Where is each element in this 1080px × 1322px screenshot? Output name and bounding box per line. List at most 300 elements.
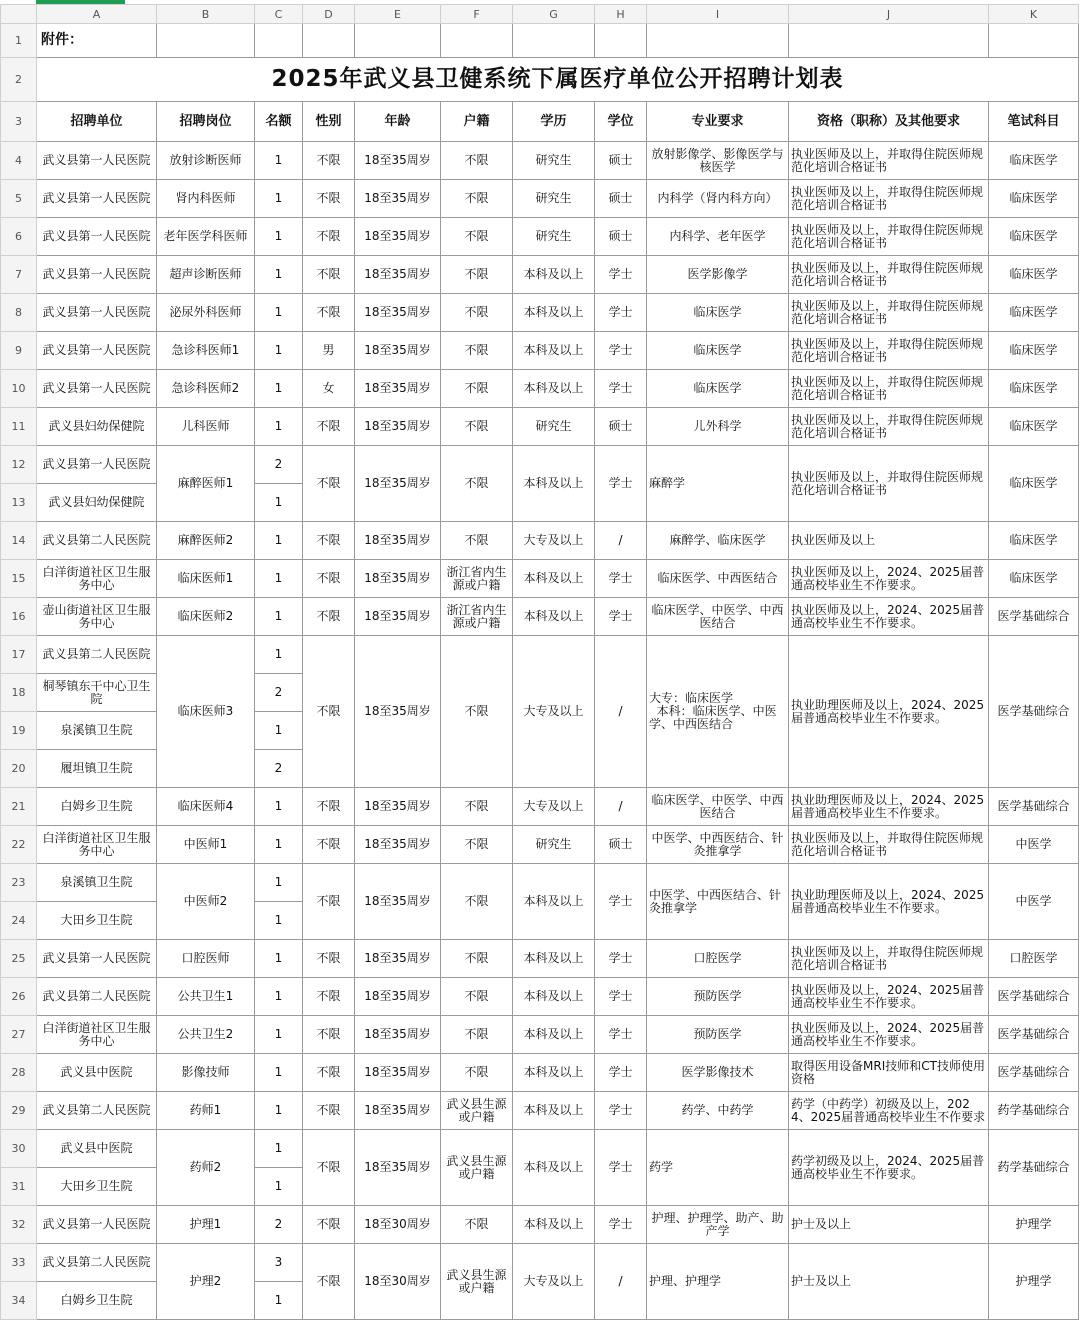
gender-cell[interactable]: 不限 bbox=[303, 180, 355, 218]
unit-cell[interactable]: 武义县第一人民医院 bbox=[37, 142, 157, 180]
unit-cell[interactable]: 武义县第一人民医院 bbox=[37, 180, 157, 218]
gender-cell[interactable]: 不限 bbox=[303, 1206, 355, 1244]
qualification-cell[interactable]: 执业医师及以上 bbox=[789, 522, 989, 560]
row-number[interactable]: 15 bbox=[1, 560, 37, 598]
post-cell[interactable]: 临床医师1 bbox=[157, 560, 255, 598]
post-cell[interactable]: 麻醉医师1 bbox=[157, 446, 255, 522]
degree-cell[interactable]: 学士 bbox=[595, 294, 647, 332]
major-cell[interactable]: 药学 bbox=[647, 1130, 789, 1206]
age-cell[interactable]: 18至35周岁 bbox=[355, 332, 441, 370]
exam-subject-cell[interactable]: 中医学 bbox=[989, 826, 1079, 864]
quota-cell[interactable]: 1 bbox=[255, 864, 303, 902]
row-number[interactable]: 29 bbox=[1, 1092, 37, 1130]
degree-cell[interactable]: 学士 bbox=[595, 978, 647, 1016]
major-cell[interactable]: 药学、中药学 bbox=[647, 1092, 789, 1130]
age-cell[interactable]: 18至35周岁 bbox=[355, 218, 441, 256]
exam-subject-cell[interactable]: 药学基础综合 bbox=[989, 1092, 1079, 1130]
unit-cell[interactable]: 大田乡卫生院 bbox=[37, 902, 157, 940]
column-header[interactable]: I bbox=[647, 5, 789, 24]
qualification-cell[interactable]: 执业助理医师及以上，2024、2025届普通高校毕业生不作要求。 bbox=[789, 864, 989, 940]
education-cell[interactable]: 本科及以上 bbox=[513, 1054, 595, 1092]
row-number[interactable]: 7 bbox=[1, 256, 37, 294]
major-cell[interactable]: 大专：临床医学 本科：临床医学、中医学、中西医结合 bbox=[647, 636, 789, 788]
exam-subject-cell[interactable]: 临床医学 bbox=[989, 446, 1079, 522]
row-number[interactable]: 31 bbox=[1, 1168, 37, 1206]
qualification-cell[interactable]: 执业医师及以上，并取得住院医师规范化培训合格证书 bbox=[789, 408, 989, 446]
hukou-cell[interactable]: 不限 bbox=[441, 636, 513, 788]
unit-cell[interactable]: 壶山街道社区卫生服务中心 bbox=[37, 598, 157, 636]
row-number[interactable]: 21 bbox=[1, 788, 37, 826]
age-cell[interactable]: 18至35周岁 bbox=[355, 864, 441, 940]
unit-cell[interactable]: 白洋街道社区卫生服务中心 bbox=[37, 560, 157, 598]
quota-cell[interactable]: 1 bbox=[255, 294, 303, 332]
column-header[interactable]: B bbox=[157, 5, 255, 24]
quota-cell[interactable]: 1 bbox=[255, 560, 303, 598]
education-cell[interactable]: 本科及以上 bbox=[513, 1016, 595, 1054]
quota-cell[interactable]: 1 bbox=[255, 1016, 303, 1054]
degree-cell[interactable]: / bbox=[595, 636, 647, 788]
exam-subject-cell[interactable]: 临床医学 bbox=[989, 218, 1079, 256]
quota-cell[interactable]: 1 bbox=[255, 788, 303, 826]
age-cell[interactable]: 18至35周岁 bbox=[355, 256, 441, 294]
qualification-cell[interactable]: 执业医师及以上，并取得住院医师规范化培训合格证书 bbox=[789, 256, 989, 294]
major-cell[interactable]: 麻醉学、临床医学 bbox=[647, 522, 789, 560]
education-cell[interactable]: 本科及以上 bbox=[513, 446, 595, 522]
major-cell[interactable]: 临床医学 bbox=[647, 332, 789, 370]
row-number[interactable]: 34 bbox=[1, 1282, 37, 1320]
major-cell[interactable]: 预防医学 bbox=[647, 978, 789, 1016]
hukou-cell[interactable]: 不限 bbox=[441, 1206, 513, 1244]
row-number[interactable]: 10 bbox=[1, 370, 37, 408]
post-cell[interactable]: 临床医师3 bbox=[157, 636, 255, 788]
qualification-cell[interactable]: 执业医师及以上，并取得住院医师规范化培训合格证书 bbox=[789, 218, 989, 256]
exam-subject-cell[interactable]: 护理学 bbox=[989, 1206, 1079, 1244]
education-cell[interactable]: 本科及以上 bbox=[513, 598, 595, 636]
row-number[interactable]: 16 bbox=[1, 598, 37, 636]
age-cell[interactable]: 18至35周岁 bbox=[355, 142, 441, 180]
post-cell[interactable]: 药师2 bbox=[157, 1130, 255, 1206]
row-number[interactable]: 11 bbox=[1, 408, 37, 446]
header-cell[interactable]: 专业要求 bbox=[647, 102, 789, 142]
hukou-cell[interactable]: 浙江省内生源或户籍 bbox=[441, 598, 513, 636]
degree-cell[interactable]: 学士 bbox=[595, 560, 647, 598]
quota-cell[interactable]: 2 bbox=[255, 750, 303, 788]
exam-subject-cell[interactable]: 临床医学 bbox=[989, 560, 1079, 598]
gender-cell[interactable]: 不限 bbox=[303, 1092, 355, 1130]
degree-cell[interactable]: 学士 bbox=[595, 940, 647, 978]
age-cell[interactable]: 18至35周岁 bbox=[355, 598, 441, 636]
exam-subject-cell[interactable]: 临床医学 bbox=[989, 142, 1079, 180]
degree-cell[interactable]: 学士 bbox=[595, 256, 647, 294]
unit-cell[interactable]: 武义县第一人民医院 bbox=[37, 332, 157, 370]
exam-subject-cell[interactable]: 医学基础综合 bbox=[989, 1054, 1079, 1092]
quota-cell[interactable]: 2 bbox=[255, 446, 303, 484]
row-number[interactable]: 20 bbox=[1, 750, 37, 788]
age-cell[interactable]: 18至35周岁 bbox=[355, 940, 441, 978]
major-cell[interactable]: 口腔医学 bbox=[647, 940, 789, 978]
education-cell[interactable]: 大专及以上 bbox=[513, 1244, 595, 1320]
header-cell[interactable]: 学历 bbox=[513, 102, 595, 142]
hukou-cell[interactable]: 不限 bbox=[441, 522, 513, 560]
header-cell[interactable]: 性别 bbox=[303, 102, 355, 142]
hukou-cell[interactable]: 不限 bbox=[441, 978, 513, 1016]
unit-cell[interactable]: 武义县中医院 bbox=[37, 1054, 157, 1092]
qualification-cell[interactable]: 执业医师及以上，2024、2025届普通高校毕业生不作要求。 bbox=[789, 1016, 989, 1054]
education-cell[interactable]: 本科及以上 bbox=[513, 370, 595, 408]
major-cell[interactable]: 护理、护理学、助产、助产学 bbox=[647, 1206, 789, 1244]
quota-cell[interactable]: 1 bbox=[255, 370, 303, 408]
education-cell[interactable]: 大专及以上 bbox=[513, 788, 595, 826]
unit-cell[interactable]: 白洋街道社区卫生服务中心 bbox=[37, 1016, 157, 1054]
degree-cell[interactable]: 学士 bbox=[595, 370, 647, 408]
exam-subject-cell[interactable]: 医学基础综合 bbox=[989, 636, 1079, 788]
quota-cell[interactable]: 1 bbox=[255, 712, 303, 750]
exam-subject-cell[interactable]: 临床医学 bbox=[989, 294, 1079, 332]
column-header[interactable]: A bbox=[37, 5, 157, 24]
major-cell[interactable]: 麻醉学 bbox=[647, 446, 789, 522]
exam-subject-cell[interactable]: 临床医学 bbox=[989, 522, 1079, 560]
row-number[interactable]: 5 bbox=[1, 180, 37, 218]
row-number[interactable]: 6 bbox=[1, 218, 37, 256]
major-cell[interactable]: 临床医学 bbox=[647, 294, 789, 332]
degree-cell[interactable]: 学士 bbox=[595, 598, 647, 636]
row-number[interactable]: 14 bbox=[1, 522, 37, 560]
row-number[interactable]: 28 bbox=[1, 1054, 37, 1092]
education-cell[interactable]: 研究生 bbox=[513, 142, 595, 180]
quota-cell[interactable]: 1 bbox=[255, 1168, 303, 1206]
header-cell[interactable]: 笔试科目 bbox=[989, 102, 1079, 142]
column-header[interactable]: K bbox=[989, 5, 1079, 24]
hukou-cell[interactable]: 不限 bbox=[441, 370, 513, 408]
major-cell[interactable]: 中医学、中西医结合、针灸推拿学 bbox=[647, 826, 789, 864]
quota-cell[interactable]: 1 bbox=[255, 636, 303, 674]
major-cell[interactable]: 儿外科学 bbox=[647, 408, 789, 446]
row-number[interactable]: 33 bbox=[1, 1244, 37, 1282]
qualification-cell[interactable]: 药学初级及以上，2024、2025届普通高校毕业生不作要求。 bbox=[789, 1130, 989, 1206]
hukou-cell[interactable]: 不限 bbox=[441, 180, 513, 218]
row-number[interactable]: 12 bbox=[1, 446, 37, 484]
degree-cell[interactable]: / bbox=[595, 1244, 647, 1320]
quota-cell[interactable]: 1 bbox=[255, 408, 303, 446]
exam-subject-cell[interactable]: 临床医学 bbox=[989, 180, 1079, 218]
major-cell[interactable]: 临床医学 bbox=[647, 370, 789, 408]
row-number[interactable]: 23 bbox=[1, 864, 37, 902]
unit-cell[interactable]: 大田乡卫生院 bbox=[37, 1168, 157, 1206]
unit-cell[interactable]: 武义县第二人民医院 bbox=[37, 978, 157, 1016]
row-number[interactable]: 9 bbox=[1, 332, 37, 370]
gender-cell[interactable]: 不限 bbox=[303, 1244, 355, 1320]
degree-cell[interactable]: 学士 bbox=[595, 446, 647, 522]
gender-cell[interactable]: 不限 bbox=[303, 978, 355, 1016]
age-cell[interactable]: 18至35周岁 bbox=[355, 446, 441, 522]
exam-subject-cell[interactable]: 护理学 bbox=[989, 1244, 1079, 1320]
education-cell[interactable]: 本科及以上 bbox=[513, 294, 595, 332]
education-cell[interactable]: 研究生 bbox=[513, 180, 595, 218]
unit-cell[interactable]: 武义县第一人民医院 bbox=[37, 256, 157, 294]
post-cell[interactable]: 中医师2 bbox=[157, 864, 255, 940]
major-cell[interactable]: 医学影像技术 bbox=[647, 1054, 789, 1092]
age-cell[interactable]: 18至30周岁 bbox=[355, 1244, 441, 1320]
degree-cell[interactable]: 学士 bbox=[595, 1016, 647, 1054]
post-cell[interactable]: 老年医学科医师 bbox=[157, 218, 255, 256]
hukou-cell[interactable]: 不限 bbox=[441, 788, 513, 826]
exam-subject-cell[interactable]: 临床医学 bbox=[989, 408, 1079, 446]
unit-cell[interactable]: 武义县第一人民医院 bbox=[37, 940, 157, 978]
post-cell[interactable]: 影像技师 bbox=[157, 1054, 255, 1092]
attachment-label[interactable]: 附件： bbox=[37, 24, 157, 58]
education-cell[interactable]: 大专及以上 bbox=[513, 522, 595, 560]
qualification-cell[interactable]: 执业医师及以上，并取得住院医师规范化培训合格证书 bbox=[789, 940, 989, 978]
unit-cell[interactable]: 武义县第一人民医院 bbox=[37, 370, 157, 408]
education-cell[interactable]: 研究生 bbox=[513, 218, 595, 256]
exam-subject-cell[interactable]: 中医学 bbox=[989, 864, 1079, 940]
gender-cell[interactable]: 不限 bbox=[303, 142, 355, 180]
quota-cell[interactable]: 1 bbox=[255, 332, 303, 370]
gender-cell[interactable]: 男 bbox=[303, 332, 355, 370]
post-cell[interactable]: 儿科医师 bbox=[157, 408, 255, 446]
unit-cell[interactable]: 白姆乡卫生院 bbox=[37, 1282, 157, 1320]
column-header[interactable]: H bbox=[595, 5, 647, 24]
gender-cell[interactable]: 不限 bbox=[303, 1054, 355, 1092]
row-number[interactable]: 18 bbox=[1, 674, 37, 712]
qualification-cell[interactable]: 执业医师及以上，2024、2025届普通高校毕业生不作要求。 bbox=[789, 598, 989, 636]
row-number[interactable]: 8 bbox=[1, 294, 37, 332]
header-cell[interactable]: 户籍 bbox=[441, 102, 513, 142]
hukou-cell[interactable]: 不限 bbox=[441, 1054, 513, 1092]
major-cell[interactable]: 中医学、中西医结合、针灸推拿学 bbox=[647, 864, 789, 940]
age-cell[interactable]: 18至35周岁 bbox=[355, 294, 441, 332]
age-cell[interactable]: 18至35周岁 bbox=[355, 1016, 441, 1054]
qualification-cell[interactable]: 执业医师及以上，2024、2025届普通高校毕业生不作要求。 bbox=[789, 560, 989, 598]
row-number[interactable]: 1 bbox=[1, 24, 37, 58]
row-number[interactable]: 2 bbox=[1, 58, 37, 102]
gender-cell[interactable]: 不限 bbox=[303, 826, 355, 864]
hukou-cell[interactable]: 不限 bbox=[441, 408, 513, 446]
gender-cell[interactable]: 不限 bbox=[303, 522, 355, 560]
quota-cell[interactable]: 2 bbox=[255, 1206, 303, 1244]
unit-cell[interactable]: 武义县第二人民医院 bbox=[37, 1092, 157, 1130]
exam-subject-cell[interactable]: 医学基础综合 bbox=[989, 788, 1079, 826]
column-header[interactable]: F bbox=[441, 5, 513, 24]
unit-cell[interactable]: 武义县第一人民医院 bbox=[37, 446, 157, 484]
education-cell[interactable]: 本科及以上 bbox=[513, 332, 595, 370]
education-cell[interactable]: 本科及以上 bbox=[513, 1206, 595, 1244]
unit-cell[interactable]: 白姆乡卫生院 bbox=[37, 788, 157, 826]
gender-cell[interactable]: 不限 bbox=[303, 218, 355, 256]
post-cell[interactable]: 放射诊断医师 bbox=[157, 142, 255, 180]
row-number[interactable]: 24 bbox=[1, 902, 37, 940]
post-cell[interactable]: 护理2 bbox=[157, 1244, 255, 1320]
degree-cell[interactable]: 硕士 bbox=[595, 408, 647, 446]
hukou-cell[interactable]: 不限 bbox=[441, 218, 513, 256]
unit-cell[interactable]: 履坦镇卫生院 bbox=[37, 750, 157, 788]
education-cell[interactable]: 本科及以上 bbox=[513, 256, 595, 294]
qualification-cell[interactable]: 执业医师及以上，2024、2025届普通高校毕业生不作要求。 bbox=[789, 978, 989, 1016]
hukou-cell[interactable]: 不限 bbox=[441, 864, 513, 940]
unit-cell[interactable]: 武义县妇幼保健院 bbox=[37, 484, 157, 522]
qualification-cell[interactable]: 执业医师及以上，并取得住院医师规范化培训合格证书 bbox=[789, 180, 989, 218]
major-cell[interactable]: 内科学、老年医学 bbox=[647, 218, 789, 256]
degree-cell[interactable]: 硕士 bbox=[595, 218, 647, 256]
education-cell[interactable]: 本科及以上 bbox=[513, 978, 595, 1016]
age-cell[interactable]: 18至35周岁 bbox=[355, 978, 441, 1016]
hukou-cell[interactable]: 不限 bbox=[441, 142, 513, 180]
major-cell[interactable]: 医学影像学 bbox=[647, 256, 789, 294]
degree-cell[interactable]: / bbox=[595, 522, 647, 560]
header-cell[interactable]: 名额 bbox=[255, 102, 303, 142]
qualification-cell[interactable]: 护士及以上 bbox=[789, 1244, 989, 1320]
degree-cell[interactable]: 硕士 bbox=[595, 180, 647, 218]
quota-cell[interactable]: 2 bbox=[255, 674, 303, 712]
gender-cell[interactable]: 女 bbox=[303, 370, 355, 408]
age-cell[interactable]: 18至35周岁 bbox=[355, 826, 441, 864]
quota-cell[interactable]: 1 bbox=[255, 598, 303, 636]
age-cell[interactable]: 18至35周岁 bbox=[355, 180, 441, 218]
column-header[interactable]: G bbox=[513, 5, 595, 24]
post-cell[interactable]: 麻醉医师2 bbox=[157, 522, 255, 560]
quota-cell[interactable]: 3 bbox=[255, 1244, 303, 1282]
qualification-cell[interactable]: 执业助理医师及以上，2024、2025届普通高校毕业生不作要求。 bbox=[789, 788, 989, 826]
quota-cell[interactable]: 1 bbox=[255, 1282, 303, 1320]
qualification-cell[interactable]: 护士及以上 bbox=[789, 1206, 989, 1244]
qualification-cell[interactable]: 执业医师及以上，并取得住院医师规范化培训合格证书 bbox=[789, 826, 989, 864]
post-cell[interactable]: 泌尿外科医师 bbox=[157, 294, 255, 332]
qualification-cell[interactable]: 执业助理医师及以上，2024、2025届普通高校毕业生不作要求。 bbox=[789, 636, 989, 788]
header-cell[interactable]: 学位 bbox=[595, 102, 647, 142]
gender-cell[interactable]: 不限 bbox=[303, 256, 355, 294]
exam-subject-cell[interactable]: 医学基础综合 bbox=[989, 1016, 1079, 1054]
unit-cell[interactable]: 白洋街道社区卫生服务中心 bbox=[37, 826, 157, 864]
education-cell[interactable]: 本科及以上 bbox=[513, 1130, 595, 1206]
qualification-cell[interactable]: 执业医师及以上，并取得住院医师规范化培训合格证书 bbox=[789, 370, 989, 408]
major-cell[interactable]: 临床医学、中医学、中西医结合 bbox=[647, 788, 789, 826]
hukou-cell[interactable]: 不限 bbox=[441, 256, 513, 294]
exam-subject-cell[interactable]: 临床医学 bbox=[989, 256, 1079, 294]
quota-cell[interactable]: 1 bbox=[255, 1054, 303, 1092]
post-cell[interactable]: 急诊科医师1 bbox=[157, 332, 255, 370]
gender-cell[interactable]: 不限 bbox=[303, 864, 355, 940]
corner-cell[interactable] bbox=[1, 5, 37, 24]
hukou-cell[interactable]: 浙江省内生源或户籍 bbox=[441, 560, 513, 598]
quota-cell[interactable]: 1 bbox=[255, 940, 303, 978]
age-cell[interactable]: 18至35周岁 bbox=[355, 522, 441, 560]
education-cell[interactable]: 本科及以上 bbox=[513, 1092, 595, 1130]
qualification-cell[interactable]: 取得医用设备MRI技师和CT技师使用资格 bbox=[789, 1054, 989, 1092]
age-cell[interactable]: 18至35周岁 bbox=[355, 1130, 441, 1206]
post-cell[interactable]: 护理1 bbox=[157, 1206, 255, 1244]
header-cell[interactable]: 资格（职称）及其他要求 bbox=[789, 102, 989, 142]
education-cell[interactable]: 本科及以上 bbox=[513, 560, 595, 598]
hukou-cell[interactable]: 不限 bbox=[441, 1016, 513, 1054]
quota-cell[interactable]: 1 bbox=[255, 256, 303, 294]
age-cell[interactable]: 18至35周岁 bbox=[355, 370, 441, 408]
hukou-cell[interactable]: 不限 bbox=[441, 294, 513, 332]
exam-subject-cell[interactable]: 口腔医学 bbox=[989, 940, 1079, 978]
post-cell[interactable]: 药师1 bbox=[157, 1092, 255, 1130]
quota-cell[interactable]: 1 bbox=[255, 978, 303, 1016]
exam-subject-cell[interactable]: 临床医学 bbox=[989, 332, 1079, 370]
post-cell[interactable]: 临床医师2 bbox=[157, 598, 255, 636]
unit-cell[interactable]: 武义县中医院 bbox=[37, 1130, 157, 1168]
exam-subject-cell[interactable]: 医学基础综合 bbox=[989, 598, 1079, 636]
post-cell[interactable]: 超声诊断医师 bbox=[157, 256, 255, 294]
gender-cell[interactable]: 不限 bbox=[303, 636, 355, 788]
header-cell[interactable]: 招聘岗位 bbox=[157, 102, 255, 142]
quota-cell[interactable]: 1 bbox=[255, 826, 303, 864]
degree-cell[interactable]: 硕士 bbox=[595, 826, 647, 864]
qualification-cell[interactable]: 执业医师及以上，并取得住院医师规范化培训合格证书 bbox=[789, 446, 989, 522]
unit-cell[interactable]: 泉溪镇卫生院 bbox=[37, 712, 157, 750]
qualification-cell[interactable]: 执业医师及以上，并取得住院医师规范化培训合格证书 bbox=[789, 294, 989, 332]
header-cell[interactable]: 年龄 bbox=[355, 102, 441, 142]
unit-cell[interactable]: 武义县第二人民医院 bbox=[37, 636, 157, 674]
qualification-cell[interactable]: 药学（中药学）初级及以上，2024、2025届普通高校毕业生不作要求 bbox=[789, 1092, 989, 1130]
post-cell[interactable]: 中医师1 bbox=[157, 826, 255, 864]
hukou-cell[interactable]: 武义县生源或户籍 bbox=[441, 1244, 513, 1320]
major-cell[interactable]: 放射影像学、影像医学与核医学 bbox=[647, 142, 789, 180]
quota-cell[interactable]: 1 bbox=[255, 142, 303, 180]
degree-cell[interactable]: 学士 bbox=[595, 1054, 647, 1092]
major-cell[interactable]: 临床医学、中医学、中西医结合 bbox=[647, 598, 789, 636]
row-number[interactable]: 13 bbox=[1, 484, 37, 522]
row-number[interactable]: 25 bbox=[1, 940, 37, 978]
degree-cell[interactable]: 学士 bbox=[595, 864, 647, 940]
unit-cell[interactable]: 武义县第一人民医院 bbox=[37, 294, 157, 332]
unit-cell[interactable]: 武义县第一人民医院 bbox=[37, 218, 157, 256]
gender-cell[interactable]: 不限 bbox=[303, 1016, 355, 1054]
gender-cell[interactable]: 不限 bbox=[303, 940, 355, 978]
quota-cell[interactable]: 1 bbox=[255, 902, 303, 940]
quota-cell[interactable]: 1 bbox=[255, 484, 303, 522]
row-number[interactable]: 26 bbox=[1, 978, 37, 1016]
post-cell[interactable]: 公共卫生1 bbox=[157, 978, 255, 1016]
row-number[interactable]: 19 bbox=[1, 712, 37, 750]
column-header[interactable]: E bbox=[355, 5, 441, 24]
post-cell[interactable]: 公共卫生2 bbox=[157, 1016, 255, 1054]
unit-cell[interactable]: 武义县妇幼保健院 bbox=[37, 408, 157, 446]
column-header[interactable]: J bbox=[789, 5, 989, 24]
major-cell[interactable]: 预防医学 bbox=[647, 1016, 789, 1054]
education-cell[interactable]: 本科及以上 bbox=[513, 864, 595, 940]
unit-cell[interactable]: 武义县第一人民医院 bbox=[37, 1206, 157, 1244]
row-number[interactable]: 30 bbox=[1, 1130, 37, 1168]
gender-cell[interactable]: 不限 bbox=[303, 1130, 355, 1206]
row-number[interactable]: 32 bbox=[1, 1206, 37, 1244]
hukou-cell[interactable]: 不限 bbox=[441, 940, 513, 978]
age-cell[interactable]: 18至35周岁 bbox=[355, 1092, 441, 1130]
education-cell[interactable]: 研究生 bbox=[513, 408, 595, 446]
degree-cell[interactable]: 学士 bbox=[595, 1206, 647, 1244]
page-title[interactable]: 2025年武义县卫健系统下属医疗单位公开招聘计划表 bbox=[37, 58, 1079, 102]
degree-cell[interactable]: 硕士 bbox=[595, 142, 647, 180]
major-cell[interactable]: 内科学（肾内科方向） bbox=[647, 180, 789, 218]
unit-cell[interactable]: 泉溪镇卫生院 bbox=[37, 864, 157, 902]
row-number[interactable]: 4 bbox=[1, 142, 37, 180]
post-cell[interactable]: 口腔医师 bbox=[157, 940, 255, 978]
quota-cell[interactable]: 1 bbox=[255, 218, 303, 256]
age-cell[interactable]: 18至35周岁 bbox=[355, 636, 441, 788]
age-cell[interactable]: 18至35周岁 bbox=[355, 1054, 441, 1092]
column-header[interactable]: C bbox=[255, 5, 303, 24]
row-number[interactable]: 22 bbox=[1, 826, 37, 864]
header-cell[interactable]: 招聘单位 bbox=[37, 102, 157, 142]
post-cell[interactable]: 急诊科医师2 bbox=[157, 370, 255, 408]
unit-cell[interactable]: 武义县第二人民医院 bbox=[37, 1244, 157, 1282]
exam-subject-cell[interactable]: 药学基础综合 bbox=[989, 1130, 1079, 1206]
age-cell[interactable]: 18至35周岁 bbox=[355, 788, 441, 826]
age-cell[interactable]: 18至30周岁 bbox=[355, 1206, 441, 1244]
qualification-cell[interactable]: 执业医师及以上，并取得住院医师规范化培训合格证书 bbox=[789, 142, 989, 180]
